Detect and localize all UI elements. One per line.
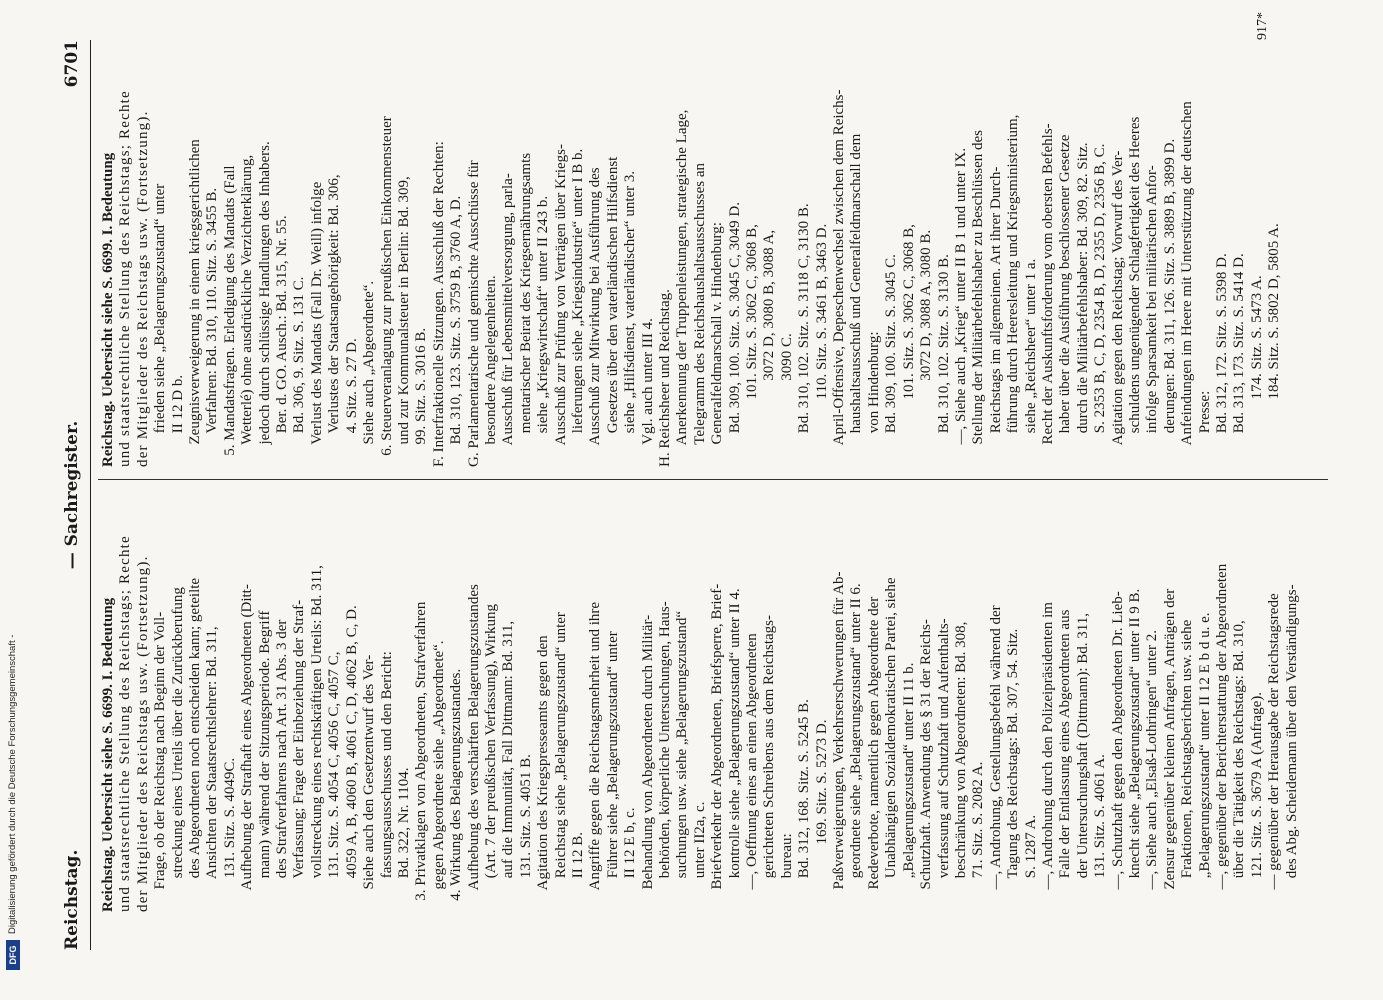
left-column-line: —, gegenüber der Berichterstattung der Abgeordneten	[1214, 563, 1230, 912]
right-column-line: Stellung der Militärbefehlshaber zu Beschlüssen des	[970, 129, 987, 467]
left-column-line: Aufhebung der Strafhaft eines Abgeordneten (Ditt-	[239, 584, 256, 912]
left-column-line: fassungsausschusses und den Bericht:	[378, 651, 395, 912]
left-column-line: streckung eines Urteils über die Zurückberufung	[169, 587, 186, 912]
left-column-line: —, Androhung durch den Polizeipräsidenten im	[1039, 602, 1056, 912]
right-column-line: F. Interfraktionelle Sitzungen. Ausschluß der Rechten:	[430, 141, 447, 467]
right-column-line: derungen: Bd. 311, 126. Sitz. S. 3889 B, 3899 D.	[1161, 138, 1178, 467]
left-column-line: Frage, ob der Reichstag nach Beginn der Voll-	[152, 611, 169, 912]
left-column-line: Behandlung von Abgeordneten durch Militär-	[639, 614, 656, 912]
left-column-line: II 12 E b, c.	[622, 807, 639, 912]
left-column-line: Angriffe gegen die Reichstagsmehrheit und ihre	[587, 601, 604, 912]
left-column-line: über die Tätigkeit des Reichstags: Bd. 310,	[1231, 620, 1248, 912]
left-column-line: bureau:	[778, 833, 795, 912]
left-column-line: beschränkung von Abgeordneten: Bd. 308,	[952, 621, 969, 912]
right-column-line: der Mitglieder des Reichstags usw. (Fortsetzung).	[134, 110, 151, 467]
digitization-notice: Digitalisierung gefördert durch die Deutsche Forschungsgemeinschaft -	[7, 634, 18, 934]
left-column-line: 121. Sitz. S. 3679 A (Anfrage).	[1248, 692, 1265, 912]
left-column-line: —, Siehe auch „Elsaß-Lothringen“ unter 2.	[1144, 630, 1161, 912]
left-column-line: des Abg. Scheidemann über den Verständigungs-	[1283, 584, 1300, 912]
left-column-line: — gegenüber der Herausgabe der Reichstagsrede	[1266, 593, 1283, 912]
left-column-line: 71. Sitz. S. 2082 A.	[970, 761, 987, 912]
right-column-line: schuldens ungenügender Schlagfertigkeit des Heeres	[1126, 116, 1143, 467]
right-column-line: Gesetzes über den vaterländischen Hilfsdienst	[604, 156, 621, 467]
right-column-line: Reichstags im allgemeinen. Art ihrer Durch-	[987, 166, 1004, 467]
right-column-line: Bd. 313, 173. Sitz. S. 5414 D.	[1231, 253, 1248, 467]
right-column-line: 101. Sitz. S. 3062 C, 3068 B,	[744, 224, 761, 467]
right-column-line: infolge Sparsamkeit bei militärischen Anfor-	[1144, 165, 1161, 467]
left-column-line: vollstreckung eines rechtskräftigen Urteils: Bd. 311,	[308, 565, 325, 912]
right-column	[100, 45, 1330, 467]
right-column-line: Bd. 309, 100. Sitz. S. 3045 C, 3049 D.	[726, 201, 743, 467]
left-column-line: Unabhängigen Sozialdemokratischen Partei, siehe	[883, 577, 900, 912]
left-column-line: S. 1287 A.	[1022, 814, 1039, 912]
right-column-line: Reichstag. Uebersicht siehe S. 6699. I. Bedeutung	[100, 152, 116, 467]
right-column-line: Recht der Auskunftsforderung vom obersten Befehls-	[1039, 123, 1056, 467]
left-column-line: Ansichten der Staatsrechtslehrer: Bd. 311,	[204, 626, 221, 912]
right-column-line: siehe „Kriegswirtschaft“ unter II 243 b.	[535, 195, 552, 467]
right-column-line: und staatsrechtliche Stellung des Reichstags; Rechte	[117, 90, 134, 467]
left-column-line: der Mitglieder des Reichstags usw. (Fortsetzung).	[134, 555, 151, 912]
left-column-line: Agitation des Kriegspresseamts gegen den	[535, 635, 552, 912]
left-column-line: —, Schutzhaft gegen den Abgeordneten Dr. Lieb-	[1109, 591, 1126, 912]
right-column-line: Ausschuß zur Mitwirkung bei Ausführung des	[587, 167, 604, 467]
left-column-line: Briefverkehr der Abgeordneten, Briefsperre, Brief-	[709, 583, 726, 912]
left-column-line: Reichstag. Uebersicht siehe S. 6699. I. Bedeutung	[100, 597, 116, 912]
left-column-line: der Untersuchungshaft (Dittmann): Bd. 311,	[1074, 613, 1091, 912]
right-column-line: Siehe auch „Abgeordnete“.	[361, 280, 378, 467]
right-column-line: frieden siehe „Belagerungszustand“ unter	[152, 183, 169, 467]
right-column-line: besondere Angelegenheiten.	[482, 275, 499, 467]
left-column-line: Paßverweigerungen, Verkehrserschwerungen für Ab-	[831, 571, 848, 912]
right-column-line: siehe „Reichsheer“ unter 1 a.	[1022, 258, 1039, 467]
left-column-line: gerichteten Schreibens aus dem Reichstags-	[761, 615, 778, 912]
right-column-line: 174. Sitz. S. 5473 A.	[1248, 275, 1265, 467]
right-column-line: und zur Kommunalsteuer in Berlin: Bd. 309,	[395, 176, 412, 467]
left-column-line: II 12 B.	[569, 832, 586, 912]
left-column-line: „Belagerungszustand“ unter II 12 E b d u. e.	[1196, 612, 1213, 912]
left-column-line: Reichstag siehe „Belagerungszustand“ unter	[552, 612, 569, 912]
right-column-line: lieferungen siehe „Kriegsindustrie“ unter I B b.	[569, 148, 586, 467]
left-column-line: auf die Immunität, Fall Dittmann: Bd. 311,	[500, 620, 517, 912]
right-column-line: 184. Sitz. S. 5802 D, 5805 A.	[1266, 223, 1283, 467]
left-column-line: knecht siehe „Belagerungszustand“ unter II 9 B.	[1126, 588, 1143, 912]
left-column-line: „Belagerungszustand“ unter II 11 b.	[900, 662, 917, 912]
right-column-line: II 12 D b.	[169, 374, 186, 467]
dfg-logo: DFG	[6, 940, 20, 970]
right-column-line: —, Siehe auch „Krieg“ unter II B 1 und unter IX.	[952, 147, 969, 467]
right-column-line: Verlust des Mandats (Fall Dr. Weill) infolge	[308, 181, 325, 467]
left-column-line: 4059 A, B, 4060 B, 4061 C, D, 4062 B, C, D.	[343, 605, 360, 912]
right-column-line: siehe „Hilfsdienst, vaterländischer“ unter 3.	[622, 170, 639, 467]
left-column-line: des Strafverfahrens nach Art. 31 Abs. 3 der	[274, 619, 291, 912]
left-column-line: gegen Abgeordnete siehe „Abgeordnete“.	[430, 640, 447, 912]
left-column-line: Redeverbote, namentlich gegen Abgeordnete der	[865, 596, 882, 912]
left-column-line: suchungen usw. siehe „Belagerungszustand“	[674, 610, 691, 912]
left-column-line: Fraktionen, Reichstagsberichten usw. siehe	[1179, 619, 1196, 912]
right-column-line: 3072 D, 3088 A, 3080 B.	[918, 229, 935, 467]
page-number: 6701	[62, 40, 82, 88]
header-left-title: Reichstag.	[62, 849, 82, 950]
right-column-line: führung durch Heeresleitung und Kriegsministerium,	[1005, 114, 1022, 467]
right-column-line: 4. Sitz. S. 27 D.	[343, 338, 360, 467]
right-column-line: Vgl. auch unter III 4.	[639, 318, 656, 467]
right-column-line: Agitation gegen den Reichstag; Vorwurf des Ver-	[1109, 150, 1126, 467]
left-column	[100, 490, 1330, 912]
right-column-line: haber über die Ausführung beschlossener Gesetze	[1057, 134, 1074, 467]
left-column-line: Bd. 312, 168. Sitz. S. 5245 B.	[796, 699, 813, 912]
right-column-line: von Hindenburg:	[865, 331, 882, 467]
right-column-line: mentarischer Beirat des Kriegsernährungsamts	[517, 152, 534, 467]
left-column-line: 131. Sitz. S. 4049C.	[221, 757, 238, 912]
column-divider	[98, 479, 1328, 480]
left-column-line: —, Androhung, Gestellungsbefehl während der	[987, 605, 1004, 912]
right-column-line: 110. Sitz. S. 3461 B, 3463 D.	[813, 223, 830, 467]
left-column-line: Falle der Entlassung eines Abgeordneten aus	[1057, 609, 1074, 912]
left-column-line: 131. Sitz. S. 4054 C, 4056 C, 4057 C,	[326, 651, 343, 912]
right-column-line: Bd. 310, 102. Sitz. S. 3118 C, 3130 B.	[796, 203, 813, 467]
left-column-line: 3. Privatklagen von Abgeordneten, Strafverfahren	[413, 601, 430, 912]
left-column-line: Verfassung; Frage der Einbeziehung der Straf-	[291, 599, 308, 912]
left-column-line: geordnete siehe „Belagerungszustand“ unter II 6.	[848, 583, 865, 912]
left-column-line: 131. Sitz. S. 4051 B.	[517, 754, 534, 912]
right-column-line: jedoch durch schlüssige Handlungen des Inhabers.	[256, 141, 273, 467]
right-column-line: Bd. 312, 172. Sitz. S. 5398 D.	[1214, 253, 1230, 467]
right-column-line: 6. Steuerveranlagung zur preußischen Einkommensteuer	[378, 116, 395, 467]
left-column-line: 4. Wirkung des Belagerungszustandes.	[448, 668, 465, 912]
right-column-line: Anerkennung der Truppenleistungen, strategische Lage,	[674, 109, 691, 467]
left-column-line: Bd. 322, Nr. 1104.	[395, 767, 412, 912]
left-column-line: (Art. 7 der preußischen Verfassung), Wirkung	[482, 604, 499, 912]
left-column-line: Siehe auch den Gesetzentwurf des Ver-	[361, 654, 378, 912]
header-center-title: — Sachregister.	[62, 420, 82, 570]
right-column-line: Ausschuß zur Prüfung von Verträgen über Kriegs-	[552, 144, 569, 467]
right-column-line: Verlustes der Staatsangehörigkeit: Bd. 306,	[326, 174, 343, 467]
right-column-line: durch die Militärbefehlshaber: Bd. 309, 82. Sitz.	[1074, 142, 1091, 467]
right-column-line: Zeugnisverweigerung in einem kriegsgerichtlichen	[187, 139, 204, 467]
right-column-line: H. Reichsheer und Reichstag.	[657, 289, 673, 467]
right-column-line: 101. Sitz. S. 3062 C, 3068 B,	[900, 224, 917, 467]
right-column-line: Bd. 306, 9. Sitz. S. 131 C.	[291, 276, 308, 467]
left-column-line: 169. Sitz. S. 5273 D.	[813, 719, 830, 912]
left-column-line: Zensur gegenüber kleinen Anfragen, Anträgen der	[1161, 588, 1178, 912]
right-column-line: Verfahren: Bd. 310, 110. Sitz. S. 3455 B.	[204, 187, 221, 467]
right-column-line: 3090 C.	[778, 333, 795, 467]
right-column-line: G. Parlamentarische und gemischte Ausschüsse für	[465, 160, 482, 467]
left-column-line: behörden, körperliche Untersuchungen, Haus-	[657, 601, 673, 912]
page-header	[60, 40, 91, 950]
right-column-line: Generalfeldmarschall v. Hindenburg:	[709, 222, 726, 467]
left-column-line: kontrolle siehe „Belagerungszustand“ unter II 4.	[726, 588, 743, 912]
right-column-line: Wetterlé) ohne ausdrückliche Verzichterklärung,	[239, 154, 256, 467]
right-column-line: Bd. 310, 102. Sitz. S. 3130 B.	[935, 254, 952, 467]
left-column-line: verfassung auf Schutzhaft und Aufenthalts-	[935, 618, 952, 912]
left-column-line: Führer siehe „Belagerungszustand“ unter	[604, 631, 621, 912]
signature-marker: 917*	[1255, 12, 1270, 40]
right-column-line: 99. Sitz. S. 3016 B.	[413, 327, 430, 467]
left-column-line: Aufhebung des verschärften Belagerungszustandes	[465, 584, 482, 912]
right-column-line: Bd. 309, 100. Sitz. S. 3045 C.	[883, 254, 900, 467]
left-column-line: mann) während der Sitzungsperiode. Begriff	[256, 610, 273, 912]
right-column-line: Ausschuß für Lebensmittelversorgung, parla-	[500, 173, 517, 467]
left-column-line: Schutzhaft. Anwendung des § 31 der Reichs-	[918, 619, 935, 912]
right-column-line: S. 2353 B, C, D, 2354 B, D, 2355 D, 2356 B, C.	[1092, 143, 1109, 467]
left-column-line: Tagung des Reichstags: Bd. 307, 54. Sitz.	[1005, 628, 1022, 912]
right-column-line: 5. Mandatsfragen. Erledigung des Mandats (Fall	[221, 165, 238, 467]
right-column-line: April-Offensive, Depeschenwechsel zwischen dem Reichs-	[831, 89, 848, 467]
right-column-line: haushaltsausschuß und Generalfeldmarschall dem	[848, 133, 865, 467]
right-column-line: Bd. 310, 123. Sitz. S. 3759 B, 3760 A, D.	[448, 195, 465, 467]
left-column-line: des Abgeordneten noch entscheiden kann; geteilte	[187, 577, 204, 912]
digitization-stamp	[6, 20, 22, 970]
right-column-line: Telegramm des Reichshaushaltsausschusses an	[691, 162, 708, 467]
left-column-line: 131. Sitz. S. 4061 A.	[1092, 754, 1109, 912]
right-column-line: Anfeindungen im Heere mit Unterstützung der deutschen	[1179, 101, 1196, 467]
left-column-line: unter II2a, c.	[691, 801, 708, 912]
left-column-line: und staatsrechtliche Stellung des Reichstags; Rechte	[117, 535, 134, 912]
right-column-line: 3072 D, 3080 B, 3088 A,	[761, 229, 778, 467]
right-column-line: Presse:	[1196, 390, 1213, 467]
left-column-line: —, Oeffnung eines an einen Abgeordneten	[744, 633, 761, 912]
right-column-line: Ber. d. GO. Ausch.: Bd. 315, Nr. 55.	[274, 215, 291, 467]
